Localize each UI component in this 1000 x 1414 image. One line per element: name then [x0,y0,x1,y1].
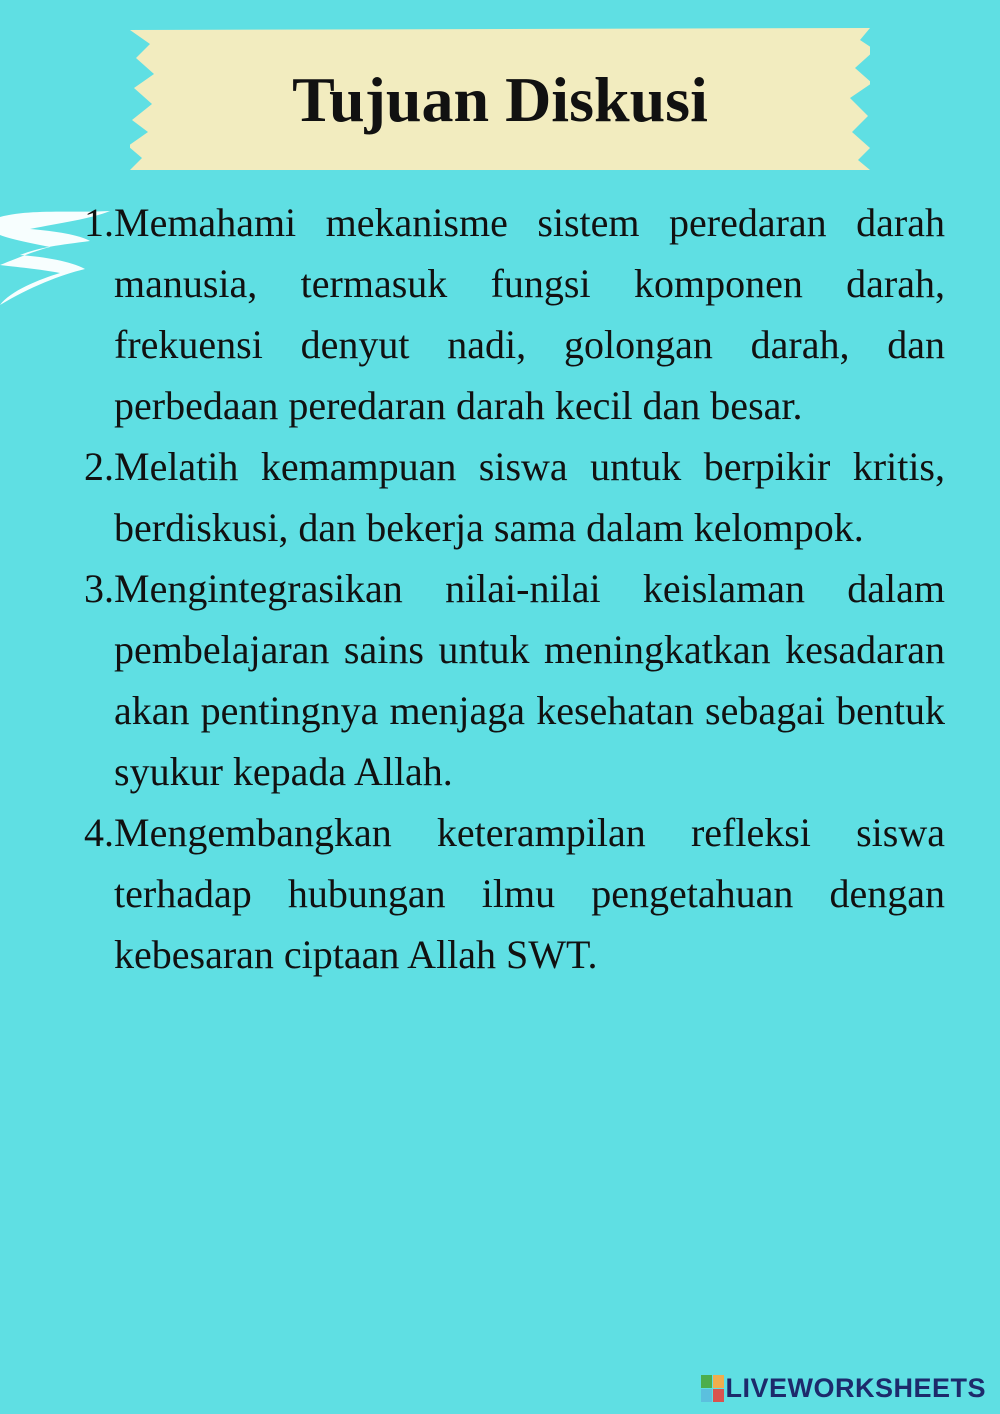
objectives-list [70,192,945,985]
item-text: Memahami mekanisme sistem peredaran darah manusia, termasuk fungsi komponen darah, frekuensi denyut nadi, golongan darah, dan perbedaan peredaran darah kecil dan besar. [114,200,945,428]
item-text: Melatih kemampuan siswa untuk berpikir kritis, berdiskusi, dan bekerja sama dalam kelompok. [114,444,945,550]
list-item [70,192,945,436]
liveworksheets-logo[interactable] [701,1373,986,1404]
list-item [70,802,945,985]
logo-text: LIVEWORKSHEETS [725,1373,986,1403]
item-number: 1. [84,200,114,245]
item-number: 4. [84,810,114,855]
list-item [70,436,945,558]
item-number: 2. [84,444,114,489]
page-title: Tujuan Diskusi [292,64,708,135]
list-item [70,558,945,802]
logo-mark-icon [701,1375,725,1403]
item-number: 3. [84,566,114,611]
item-text: Mengembangkan keterampilan refleksi siswa terhadap hubungan ilmu pengetahuan dengan kebesaran ciptaan Allah SWT. [114,810,945,977]
title-banner [130,28,870,170]
item-text: Mengintegrasikan nilai-nilai keislaman dalam pembelajaran sains untuk meningkatkan kesadaran akan pentingnya menjaga kesehatan sebagai bentuk syukur kepada Allah. [114,566,945,794]
